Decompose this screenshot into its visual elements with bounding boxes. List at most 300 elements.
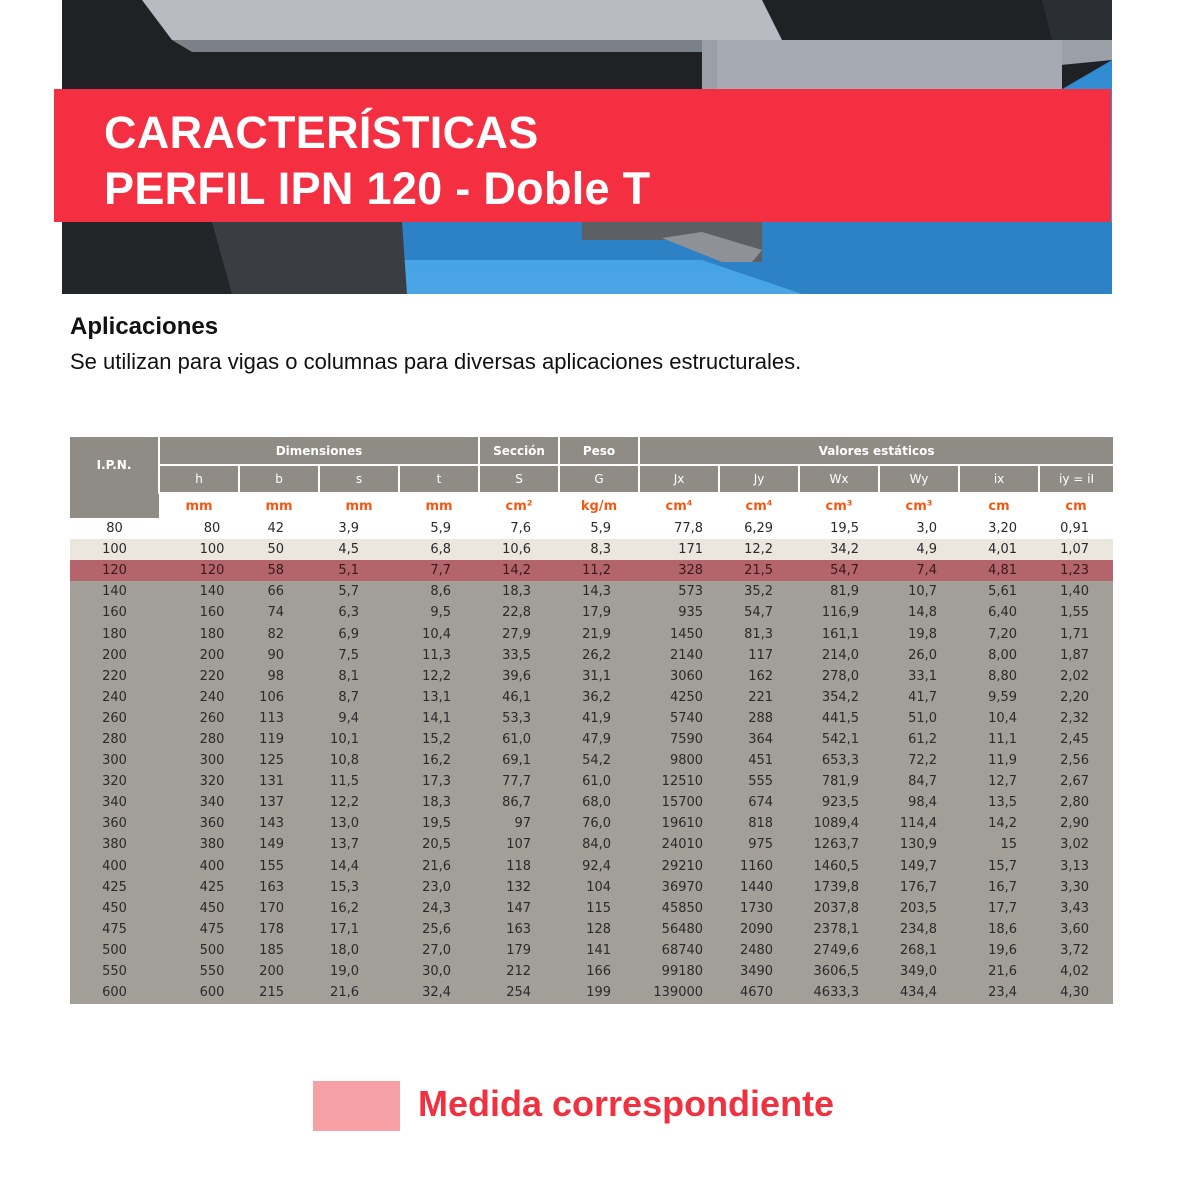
cell-ipn: 425	[70, 877, 159, 898]
cell-ix: 6,40	[959, 602, 1039, 623]
cell-wy: 268,1	[879, 940, 959, 961]
cell-s: 5,7	[319, 581, 399, 602]
table-row	[70, 708, 1113, 729]
cell-wy: 234,8	[879, 919, 959, 940]
cell-peso: 31,1	[559, 666, 639, 687]
table-row	[70, 961, 1113, 982]
cell-ix: 23,4	[959, 982, 1039, 1003]
cell-jy: 364	[719, 729, 799, 750]
cell-wx: 781,9	[799, 771, 879, 792]
cell-jy: 221	[719, 687, 799, 708]
cell-wy: 349,0	[879, 961, 959, 982]
cell-ix: 12,7	[959, 771, 1039, 792]
cell-jx: 29210	[639, 856, 719, 877]
units-blank	[70, 493, 159, 518]
cell-iy: 2,02	[1039, 666, 1113, 687]
col-jx: Jx	[639, 465, 719, 493]
cell-ipn: 380	[70, 834, 159, 855]
col-s: s	[319, 465, 399, 493]
cell-ix: 4,01	[959, 539, 1039, 560]
cell-jx: 2140	[639, 645, 719, 666]
cell-t: 7,7	[399, 560, 479, 581]
table-row	[70, 750, 1113, 771]
cell-ipn: 360	[70, 813, 159, 834]
cell-b: 200	[239, 961, 319, 982]
cell-seccion: 61,0	[479, 729, 559, 750]
cell-h: 300	[159, 750, 239, 771]
cell-jx: 19610	[639, 813, 719, 834]
cell-b: 143	[239, 813, 319, 834]
cell-b: 98	[239, 666, 319, 687]
cell-wx: 2037,8	[799, 898, 879, 919]
units-row	[70, 493, 1113, 518]
cell-b: 131	[239, 771, 319, 792]
cell-wx: 1739,8	[799, 877, 879, 898]
cell-wx: 1089,4	[799, 813, 879, 834]
cell-t: 20,5	[399, 834, 479, 855]
col-t: t	[399, 465, 479, 493]
col-ix: ix	[959, 465, 1039, 493]
cell-b: 178	[239, 919, 319, 940]
cell-seccion: 69,1	[479, 750, 559, 771]
cell-wy: 10,7	[879, 581, 959, 602]
cell-iy: 4,30	[1039, 982, 1113, 1003]
cell-h: 100	[159, 539, 239, 560]
cell-wx: 653,3	[799, 750, 879, 771]
cell-b: 119	[239, 729, 319, 750]
cell-peso: 41,9	[559, 708, 639, 729]
legend-swatch	[313, 1081, 400, 1131]
cell-h: 550	[159, 961, 239, 982]
cell-ipn: 80	[70, 518, 159, 539]
cell-ix: 11,1	[959, 729, 1039, 750]
cell-ipn: 400	[70, 856, 159, 877]
cell-wy: 434,4	[879, 982, 959, 1003]
cell-b: 66	[239, 581, 319, 602]
cell-wx: 34,2	[799, 539, 879, 560]
cell-iy: 2,45	[1039, 729, 1113, 750]
cell-wx: 214,0	[799, 645, 879, 666]
table-row	[70, 982, 1113, 1003]
cell-wy: 19,8	[879, 623, 959, 644]
cell-peso: 115	[559, 898, 639, 919]
cell-jx: 99180	[639, 961, 719, 982]
cell-peso: 21,9	[559, 623, 639, 644]
cell-peso: 14,3	[559, 581, 639, 602]
cell-peso: 61,0	[559, 771, 639, 792]
cell-t: 24,3	[399, 898, 479, 919]
cell-ipn: 240	[70, 687, 159, 708]
unit-cell: cm³	[879, 493, 959, 518]
cell-t: 5,9	[399, 518, 479, 539]
table-row	[70, 729, 1113, 750]
cell-ipn: 220	[70, 666, 159, 687]
cell-seccion: 97	[479, 813, 559, 834]
cell-jx: 4250	[639, 687, 719, 708]
cell-peso: 36,2	[559, 687, 639, 708]
cell-h: 360	[159, 813, 239, 834]
cell-ix: 9,59	[959, 687, 1039, 708]
cell-wy: 61,2	[879, 729, 959, 750]
cell-ix: 15	[959, 834, 1039, 855]
cell-h: 200	[159, 645, 239, 666]
table-row	[70, 792, 1113, 813]
cell-h: 340	[159, 792, 239, 813]
cell-jy: 3490	[719, 961, 799, 982]
applications-title: Aplicaciones	[70, 313, 219, 340]
cell-s: 14,4	[319, 856, 399, 877]
cell-s: 3,9	[319, 518, 399, 539]
cell-seccion: 33,5	[479, 645, 559, 666]
cell-t: 8,6	[399, 581, 479, 602]
cell-ipn: 475	[70, 919, 159, 940]
cell-seccion: 22,8	[479, 602, 559, 623]
cell-jx: 139000	[639, 982, 719, 1003]
cell-t: 10,4	[399, 623, 479, 644]
cell-h: 450	[159, 898, 239, 919]
cell-peso: 141	[559, 940, 639, 961]
cell-jx: 15700	[639, 792, 719, 813]
cell-t: 27,0	[399, 940, 479, 961]
cell-t: 15,2	[399, 729, 479, 750]
cell-seccion: 14,2	[479, 560, 559, 581]
cell-peso: 128	[559, 919, 639, 940]
cell-iy: 1,87	[1039, 645, 1113, 666]
cell-jx: 56480	[639, 919, 719, 940]
cell-jy: 555	[719, 771, 799, 792]
cell-iy: 2,90	[1039, 813, 1113, 834]
cell-s: 21,6	[319, 982, 399, 1003]
cell-peso: 8,3	[559, 539, 639, 560]
cell-wx: 1263,7	[799, 834, 879, 855]
cell-ipn: 320	[70, 771, 159, 792]
cell-wx: 354,2	[799, 687, 879, 708]
cell-seccion: 212	[479, 961, 559, 982]
unit-cell: mm	[319, 493, 399, 518]
cell-jx: 77,8	[639, 518, 719, 539]
table-row	[70, 856, 1113, 877]
unit-cell: kg/m	[559, 493, 639, 518]
cell-jy: 54,7	[719, 602, 799, 623]
cell-h: 260	[159, 708, 239, 729]
cell-jy: 975	[719, 834, 799, 855]
cell-peso: 84,0	[559, 834, 639, 855]
cell-jx: 573	[639, 581, 719, 602]
cell-h: 80	[159, 518, 239, 539]
table-row	[70, 581, 1113, 602]
title-line-1: CARACTERÍSTICAS	[104, 107, 539, 158]
cell-h: 400	[159, 856, 239, 877]
cell-jy: 162	[719, 666, 799, 687]
cell-iy: 2,80	[1039, 792, 1113, 813]
table-row	[70, 940, 1113, 961]
cell-jx: 45850	[639, 898, 719, 919]
cell-peso: 47,9	[559, 729, 639, 750]
cell-ipn: 300	[70, 750, 159, 771]
cell-peso: 104	[559, 877, 639, 898]
table-row	[70, 518, 1113, 539]
cell-wy: 114,4	[879, 813, 959, 834]
cell-wy: 41,7	[879, 687, 959, 708]
cell-wy: 26,0	[879, 645, 959, 666]
unit-cell: cm⁴	[639, 493, 719, 518]
cell-ix: 19,6	[959, 940, 1039, 961]
cell-jx: 24010	[639, 834, 719, 855]
cell-seccion: 179	[479, 940, 559, 961]
cell-wx: 441,5	[799, 708, 879, 729]
title-line-2: PERFIL IPN 120 - Doble T	[104, 163, 651, 214]
unit-cell: cm	[1039, 493, 1113, 518]
cell-t: 14,1	[399, 708, 479, 729]
cell-t: 6,8	[399, 539, 479, 560]
cell-s: 6,3	[319, 602, 399, 623]
cell-wx: 4633,3	[799, 982, 879, 1003]
cell-jx: 7590	[639, 729, 719, 750]
cell-b: 170	[239, 898, 319, 919]
cell-iy: 2,67	[1039, 771, 1113, 792]
cell-t: 23,0	[399, 877, 479, 898]
cell-iy: 2,20	[1039, 687, 1113, 708]
cell-ix: 10,4	[959, 708, 1039, 729]
cell-wy: 3,0	[879, 518, 959, 539]
col-iy: iy = iI	[1039, 465, 1113, 493]
cell-jy: 35,2	[719, 581, 799, 602]
cell-ipn: 200	[70, 645, 159, 666]
cell-iy: 3,02	[1039, 834, 1113, 855]
cell-ix: 16,7	[959, 877, 1039, 898]
unit-cell: mm	[159, 493, 239, 518]
cell-jx: 12510	[639, 771, 719, 792]
header-dimensiones: Dimensiones	[159, 437, 479, 465]
cell-ix: 21,6	[959, 961, 1039, 982]
cell-peso: 5,9	[559, 518, 639, 539]
cell-iy: 2,56	[1039, 750, 1113, 771]
cell-b: 215	[239, 982, 319, 1003]
cell-ipn: 280	[70, 729, 159, 750]
cell-ix: 8,00	[959, 645, 1039, 666]
col-wy: Wy	[879, 465, 959, 493]
cell-ipn: 160	[70, 602, 159, 623]
cell-wx: 3606,5	[799, 961, 879, 982]
cell-b: 185	[239, 940, 319, 961]
cell-h: 500	[159, 940, 239, 961]
table-row	[70, 877, 1113, 898]
cell-s: 18,0	[319, 940, 399, 961]
cell-ix: 14,2	[959, 813, 1039, 834]
cell-seccion: 163	[479, 919, 559, 940]
cell-jy: 1160	[719, 856, 799, 877]
cell-b: 50	[239, 539, 319, 560]
cell-h: 380	[159, 834, 239, 855]
cell-ipn: 600	[70, 982, 159, 1003]
cell-s: 6,9	[319, 623, 399, 644]
cell-wx: 2378,1	[799, 919, 879, 940]
cell-jy: 288	[719, 708, 799, 729]
cell-wy: 149,7	[879, 856, 959, 877]
cell-seccion: 46,1	[479, 687, 559, 708]
cell-wy: 51,0	[879, 708, 959, 729]
cell-peso: 54,2	[559, 750, 639, 771]
cell-seccion: 53,3	[479, 708, 559, 729]
table-row	[70, 687, 1113, 708]
cell-s: 15,3	[319, 877, 399, 898]
cell-jy: 1440	[719, 877, 799, 898]
cell-seccion: 10,6	[479, 539, 559, 560]
cell-ix: 11,9	[959, 750, 1039, 771]
cell-s: 5,1	[319, 560, 399, 581]
cell-s: 7,5	[319, 645, 399, 666]
cell-t: 16,2	[399, 750, 479, 771]
cell-seccion: 39,6	[479, 666, 559, 687]
cell-s: 4,5	[319, 539, 399, 560]
cell-jy: 2090	[719, 919, 799, 940]
cell-b: 163	[239, 877, 319, 898]
cell-ipn: 100	[70, 539, 159, 560]
table-row	[70, 560, 1113, 581]
cell-wy: 203,5	[879, 898, 959, 919]
cell-s: 9,4	[319, 708, 399, 729]
cell-peso: 11,2	[559, 560, 639, 581]
cell-jx: 5740	[639, 708, 719, 729]
cell-iy: 0,91	[1039, 518, 1113, 539]
cell-wy: 176,7	[879, 877, 959, 898]
col-jy: Jy	[719, 465, 799, 493]
header-valores-estaticos: Valores estáticos	[639, 437, 1113, 465]
cell-seccion: 254	[479, 982, 559, 1003]
unit-cell: mm	[239, 493, 319, 518]
unit-cell: cm⁴	[719, 493, 799, 518]
cell-iy: 1,55	[1039, 602, 1113, 623]
cell-wy: 98,4	[879, 792, 959, 813]
cell-seccion: 107	[479, 834, 559, 855]
cell-wx: 81,9	[799, 581, 879, 602]
cell-t: 11,3	[399, 645, 479, 666]
cell-ipn: 340	[70, 792, 159, 813]
cell-seccion: 7,6	[479, 518, 559, 539]
cell-iy: 4,02	[1039, 961, 1113, 982]
cell-wx: 1460,5	[799, 856, 879, 877]
cell-jy: 117	[719, 645, 799, 666]
cell-iy: 3,60	[1039, 919, 1113, 940]
cell-jy: 12,2	[719, 539, 799, 560]
cell-seccion: 147	[479, 898, 559, 919]
applications-text: Se utilizan para vigas o columnas para diversas aplicaciones estructurales.	[70, 349, 802, 374]
cell-jx: 935	[639, 602, 719, 623]
cell-iy: 3,43	[1039, 898, 1113, 919]
cell-wx: 161,1	[799, 623, 879, 644]
cell-ix: 4,81	[959, 560, 1039, 581]
cell-ix: 8,80	[959, 666, 1039, 687]
cell-seccion: 86,7	[479, 792, 559, 813]
col-peso-g: G	[559, 465, 639, 493]
cell-peso: 68,0	[559, 792, 639, 813]
cell-iy: 1,07	[1039, 539, 1113, 560]
cell-b: 137	[239, 792, 319, 813]
cell-b: 90	[239, 645, 319, 666]
cell-h: 160	[159, 602, 239, 623]
cell-jx: 1450	[639, 623, 719, 644]
cell-jy: 1730	[719, 898, 799, 919]
cell-seccion: 18,3	[479, 581, 559, 602]
spec-table	[70, 437, 1113, 1003]
cell-h: 320	[159, 771, 239, 792]
cell-ipn: 500	[70, 940, 159, 961]
cell-jy: 21,5	[719, 560, 799, 581]
cell-ipn: 450	[70, 898, 159, 919]
cell-b: 58	[239, 560, 319, 581]
unit-cell: cm³	[799, 493, 879, 518]
header-ipn: I.P.N.	[70, 437, 159, 493]
cell-s: 12,2	[319, 792, 399, 813]
cell-h: 425	[159, 877, 239, 898]
cell-ipn: 120	[70, 560, 159, 581]
cell-iy: 3,72	[1039, 940, 1113, 961]
table-row	[70, 771, 1113, 792]
cell-peso: 199	[559, 982, 639, 1003]
cell-h: 280	[159, 729, 239, 750]
cell-wy: 33,1	[879, 666, 959, 687]
cell-jy: 4670	[719, 982, 799, 1003]
title-banner	[54, 89, 1111, 222]
cell-ix: 13,5	[959, 792, 1039, 813]
cell-h: 180	[159, 623, 239, 644]
cell-ix: 5,61	[959, 581, 1039, 602]
cell-wx: 54,7	[799, 560, 879, 581]
cell-ipn: 140	[70, 581, 159, 602]
cell-iy: 3,30	[1039, 877, 1113, 898]
spec-table-container	[70, 437, 1113, 1004]
cell-wx: 278,0	[799, 666, 879, 687]
cell-s: 19,0	[319, 961, 399, 982]
cell-h: 120	[159, 560, 239, 581]
cell-ix: 17,7	[959, 898, 1039, 919]
cell-s: 11,5	[319, 771, 399, 792]
col-b: b	[239, 465, 319, 493]
cell-b: 113	[239, 708, 319, 729]
cell-jy: 818	[719, 813, 799, 834]
header-seccion: Sección	[479, 437, 559, 465]
cell-jx: 68740	[639, 940, 719, 961]
cell-b: 125	[239, 750, 319, 771]
cell-ix: 3,20	[959, 518, 1039, 539]
cell-wy: 84,7	[879, 771, 959, 792]
cell-ix: 7,20	[959, 623, 1039, 644]
cell-s: 16,2	[319, 898, 399, 919]
col-seccion-s: S	[479, 465, 559, 493]
cell-wy: 7,4	[879, 560, 959, 581]
cell-h: 240	[159, 687, 239, 708]
cell-t: 25,6	[399, 919, 479, 940]
cell-jy: 6,29	[719, 518, 799, 539]
cell-ix: 18,6	[959, 919, 1039, 940]
cell-jy: 674	[719, 792, 799, 813]
cell-peso: 92,4	[559, 856, 639, 877]
cell-peso: 166	[559, 961, 639, 982]
cell-h: 600	[159, 982, 239, 1003]
table-row	[70, 898, 1113, 919]
cell-s: 13,7	[319, 834, 399, 855]
cell-s: 10,1	[319, 729, 399, 750]
cell-wx: 19,5	[799, 518, 879, 539]
cell-b: 74	[239, 602, 319, 623]
cell-jx: 328	[639, 560, 719, 581]
cell-jx: 36970	[639, 877, 719, 898]
cell-t: 21,6	[399, 856, 479, 877]
cell-t: 18,3	[399, 792, 479, 813]
unit-cell: cm²	[479, 493, 559, 518]
cell-jx: 3060	[639, 666, 719, 687]
cell-ipn: 180	[70, 623, 159, 644]
